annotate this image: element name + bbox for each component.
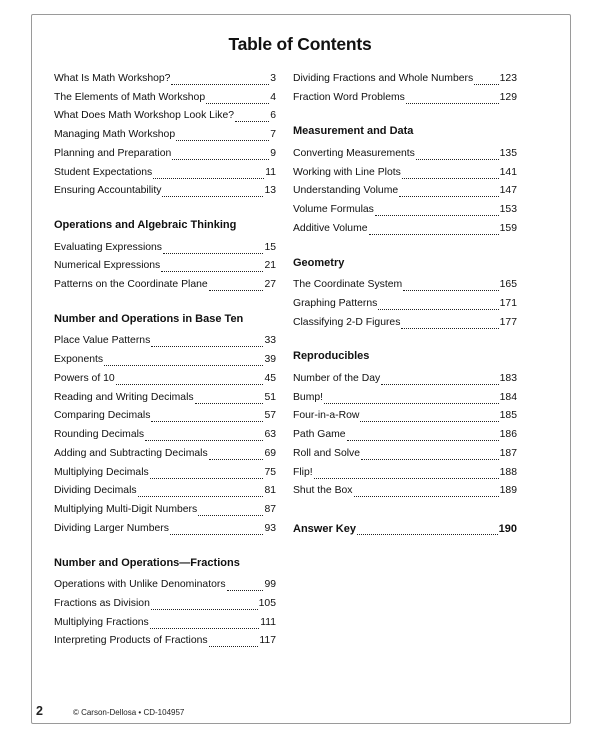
dot-leader	[314, 470, 499, 479]
toc-entry	[293, 66, 517, 85]
toc-entry	[54, 141, 276, 160]
section-spacer	[293, 329, 517, 348]
toc-entry	[54, 179, 276, 198]
dot-leader	[209, 451, 264, 460]
toc-entry-page-number: 57	[264, 410, 276, 422]
toc-entry-page-number: 87	[264, 504, 276, 515]
toc-entry-title: Reading and Writing Decimals	[54, 391, 194, 403]
toc-entry-title: Graphing Patterns	[293, 297, 378, 309]
publisher-credit: © Carson-Dellosa • CD-104957	[72, 708, 185, 717]
dot-leader	[347, 432, 499, 441]
dot-leader	[381, 376, 498, 385]
toc-entry-title: Shut the Box	[293, 485, 353, 497]
toc-entry-page-number: 147	[499, 185, 517, 197]
toc-entry-page-number: 33	[264, 335, 276, 347]
toc-entry	[54, 591, 276, 610]
toc-entry-page-number: 184	[499, 391, 517, 403]
toc-entry-title: Classifying 2-D Figures	[293, 316, 401, 328]
toc-entry-title: Bump!	[293, 391, 324, 403]
section-spacer	[293, 104, 517, 123]
toc-entry	[54, 85, 276, 104]
section-heading: Measurement and Data	[293, 125, 414, 138]
dot-leader	[357, 526, 498, 535]
toc-entry	[54, 422, 276, 441]
dot-leader	[170, 526, 264, 535]
toc-entry	[54, 104, 276, 123]
section-spacer	[54, 291, 276, 310]
section-heading: Reproducibles	[293, 350, 370, 363]
dot-leader	[406, 95, 499, 104]
toc-entry	[293, 516, 517, 535]
dot-leader	[235, 113, 269, 122]
dot-leader	[172, 151, 269, 160]
toc-entry-title: Number of the Day	[293, 372, 381, 384]
toc-entry-page-number: 45	[264, 372, 276, 384]
toc-entry	[54, 254, 276, 273]
dot-leader	[150, 470, 264, 479]
toc-entry-title: Managing Math Workshop	[54, 129, 176, 140]
toc-entry	[54, 460, 276, 479]
toc-entry	[293, 385, 517, 404]
toc-entry	[293, 404, 517, 423]
toc-entry	[54, 404, 276, 423]
toc-entry-title: Ensuring Accountability	[54, 185, 162, 197]
toc-entry-page-number: 171	[499, 297, 517, 309]
dot-leader	[416, 151, 499, 160]
toc-entry-page-number: 63	[264, 429, 276, 440]
dot-leader	[150, 620, 260, 629]
toc-entry-title: Roll and Solve	[293, 447, 361, 459]
dot-leader	[151, 338, 263, 347]
section-heading: Number and Operations in Base Ten	[54, 312, 244, 325]
toc-entry-title: Exponents	[54, 354, 104, 365]
dot-leader	[151, 413, 263, 422]
dot-leader	[378, 301, 498, 310]
toc-entry	[293, 160, 517, 179]
toc-entry-page-number: 3	[270, 72, 276, 84]
section-heading: Operations and Algebraic Thinking	[54, 219, 237, 231]
dot-leader	[161, 263, 263, 272]
toc-entry-title: Fraction Word Problems	[293, 91, 405, 103]
toc-entry-title: Operations with Unlike Denominators	[54, 579, 226, 590]
toc-entry-page-number: 99	[264, 579, 276, 590]
toc-entry-title: Converting Measurements	[293, 147, 415, 159]
toc-entry-title: What Is Math Workshop?	[54, 72, 171, 84]
toc-entry-page-number: 190	[498, 522, 517, 535]
toc-entry-page-number: 153	[499, 204, 517, 215]
toc-entry	[293, 272, 517, 291]
section-spacer	[54, 197, 276, 216]
toc-entry	[54, 629, 276, 648]
toc-entry	[293, 310, 517, 329]
toc-entry-title: The Coordinate System	[293, 279, 403, 290]
toc-entry-page-number: 185	[499, 410, 517, 422]
dot-leader	[209, 282, 264, 291]
section-heading: Number and Operations—Fractions	[54, 556, 240, 569]
toc-entry-title: Dividing Larger Numbers	[54, 522, 169, 534]
toc-entry-title: Understanding Volume	[293, 185, 399, 197]
dot-leader	[227, 582, 264, 591]
dot-leader	[399, 188, 499, 197]
toc-entry-title: Patterns on the Coordinate Plane	[54, 279, 208, 290]
toc-entry	[293, 441, 517, 460]
dot-leader	[153, 170, 264, 179]
toc-entry-title: Four-in-a-Row	[293, 410, 360, 422]
toc-right-column	[293, 66, 517, 535]
toc-entry	[293, 216, 517, 235]
toc-entry-title: Multiplying Fractions	[54, 616, 149, 628]
toc-entry-page-number: 93	[264, 522, 276, 534]
dot-leader	[171, 76, 269, 85]
toc-entry-page-number: 141	[499, 166, 517, 178]
toc-entry	[54, 272, 276, 291]
toc-entry	[293, 179, 517, 198]
toc-entry-title: Place Value Patterns	[54, 335, 151, 347]
section-heading: Geometry	[293, 256, 345, 269]
toc-entry-page-number: 135	[499, 147, 517, 159]
toc-entry-title: Interpreting Products of Fractions	[54, 635, 208, 647]
toc-entry-page-number: 6	[270, 110, 276, 122]
toc-entry	[54, 441, 276, 460]
toc-entry	[54, 572, 276, 591]
toc-entry	[293, 197, 517, 216]
dot-leader	[176, 132, 269, 141]
toc-entry-title: Evaluating Expressions	[54, 241, 163, 253]
toc-entry	[293, 291, 517, 310]
page-title: Table of Contents	[228, 34, 372, 54]
toc-entry-page-number: 123	[499, 72, 517, 84]
dot-leader	[369, 226, 499, 235]
toc-entry	[54, 479, 276, 498]
toc-entry-page-number: 177	[499, 316, 517, 328]
toc-entry-page-number: 189	[499, 485, 517, 497]
toc-entry-page-number: 111	[260, 616, 276, 628]
dot-leader	[375, 207, 499, 216]
toc-entry-page-number: 15	[264, 241, 276, 253]
toc-entry-title: Student Expectations	[54, 166, 153, 178]
toc-entry	[54, 122, 276, 141]
section-spacer	[54, 535, 276, 554]
toc-entry-page-number: 129	[499, 91, 517, 103]
dot-leader	[145, 432, 263, 441]
dot-leader	[402, 170, 499, 179]
toc-entry-page-number: 13	[264, 185, 276, 197]
toc-entry-page-number: 75	[264, 466, 276, 478]
toc-entry-title: Answer Key	[293, 522, 356, 535]
toc-entry-page-number: 81	[264, 485, 276, 497]
toc-entry	[54, 497, 276, 516]
toc-entry-page-number: 4	[270, 91, 276, 103]
toc-entry-title: Fractions as Division	[54, 597, 150, 609]
toc-entry	[293, 366, 517, 385]
toc-entry	[293, 460, 517, 479]
toc-entry-page-number: 21	[264, 260, 276, 272]
toc-entry-title: Dividing Decimals	[54, 485, 137, 497]
toc-entry-page-number: 105	[258, 597, 276, 609]
dot-leader	[104, 357, 263, 366]
toc-entry-title: Multiplying Multi-Digit Numbers	[54, 504, 198, 515]
toc-entry-page-number: 117	[259, 635, 276, 647]
dot-leader	[354, 488, 499, 497]
toc-entry-title: Flip!	[293, 466, 313, 478]
toc-entry-title: Rounding Decimals	[54, 429, 145, 440]
toc-entry	[293, 422, 517, 441]
toc-entry-page-number: 159	[499, 222, 517, 234]
page-footer	[36, 704, 184, 718]
toc-entry-page-number: 183	[499, 372, 517, 384]
section-spacer	[293, 497, 517, 516]
toc-entry-title: Comparing Decimals	[54, 410, 151, 422]
toc-entry-title: Powers of 10	[54, 372, 115, 384]
page-number: 2	[36, 704, 43, 718]
toc-entry-page-number: 186	[499, 429, 517, 440]
toc-entry	[54, 329, 276, 348]
toc-entry-page-number: 188	[499, 466, 517, 478]
toc-entry	[54, 160, 276, 179]
toc-left-column	[54, 66, 276, 647]
toc-entry-page-number: 7	[270, 129, 276, 140]
toc-entry-title: Multiplying Decimals	[54, 466, 149, 478]
dot-leader	[401, 320, 498, 329]
section-spacer	[293, 235, 517, 254]
toc-entry-page-number: 69	[264, 447, 276, 459]
dot-leader	[163, 245, 263, 254]
toc-entry	[293, 141, 517, 160]
toc-entry-title: Dividing Fractions and Whole Numbers	[293, 72, 474, 84]
toc-entry-page-number: 39	[264, 354, 276, 365]
dot-leader	[403, 282, 499, 291]
toc-entry-title: Path Game	[293, 429, 346, 440]
toc-entry-title: What Does Math Workshop Look Like?	[54, 110, 234, 122]
toc-entry	[54, 385, 276, 404]
dot-leader	[116, 376, 264, 385]
toc-entry	[293, 479, 517, 498]
toc-entry-title: Adding and Subtracting Decimals	[54, 447, 208, 459]
toc-entry	[54, 366, 276, 385]
toc-entry-page-number: 11	[265, 166, 276, 178]
toc-entry-page-number: 27	[264, 279, 276, 290]
dot-leader	[361, 451, 499, 460]
toc-entry-title: The Elements of Math Workshop	[54, 91, 206, 103]
dot-leader	[198, 507, 263, 516]
dot-leader	[324, 395, 499, 404]
dot-leader	[360, 413, 498, 422]
toc-entry	[54, 610, 276, 629]
toc-entry-page-number: 9	[270, 147, 276, 159]
dot-leader	[474, 76, 498, 85]
dot-leader	[206, 95, 269, 104]
toc-entry-title: Numerical Expressions	[54, 260, 161, 272]
toc-entry-page-number: 165	[499, 279, 517, 290]
toc-entry	[54, 516, 276, 535]
dot-leader	[162, 188, 263, 197]
toc-entry	[54, 66, 276, 85]
toc-entry-page-number: 187	[499, 447, 517, 459]
dot-leader	[209, 638, 259, 647]
dot-leader	[151, 601, 258, 610]
toc-entry	[54, 235, 276, 254]
toc-entry-page-number: 51	[264, 391, 276, 403]
dot-leader	[195, 395, 264, 404]
toc-entry	[293, 85, 517, 104]
toc-entry	[54, 347, 276, 366]
dot-leader	[138, 488, 264, 497]
toc-entry-title: Additive Volume	[293, 222, 368, 234]
toc-entry-title: Planning and Preparation	[54, 147, 172, 159]
toc-entry-title: Volume Formulas	[293, 204, 374, 215]
toc-entry-title: Working with Line Plots	[293, 166, 401, 178]
